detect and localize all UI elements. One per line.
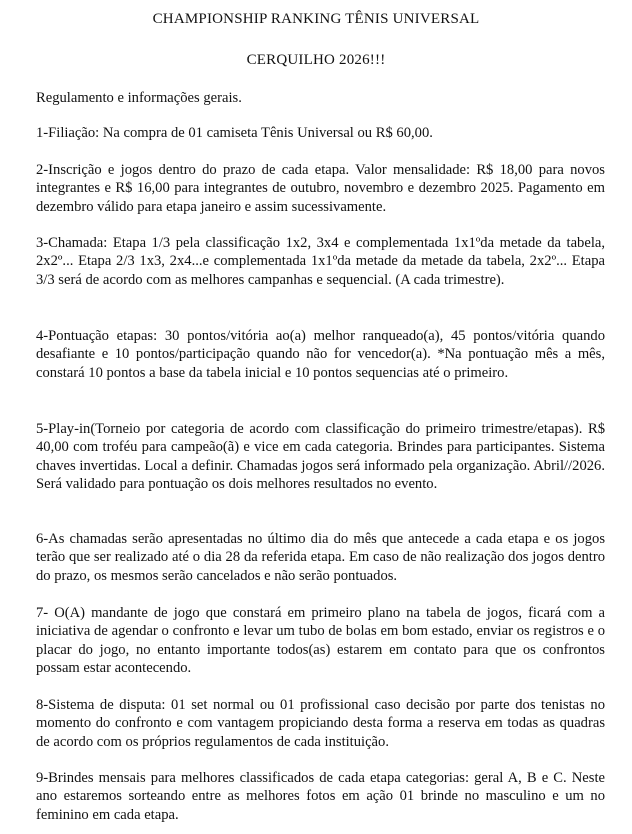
section-1-filiacao: 1-Filiação: Na compra de 01 camiseta Tênis Universal ou R$ 60,00.	[36, 125, 433, 141]
section-9-brindes: 9-Brindes mensais para melhores classificados de cada etapa categorias: geral A, B e C. Neste ano estaremos sorteando entre as melhores fotos em ação 01 brinde no masculino e um no feminino em cada etapa.	[36, 770, 605, 823]
section-8-sistema-disputa: 8-Sistema de disputa: 01 set normal ou 01 profissional caso decisão por parte dos tenistas no momento do confronto e com vantagem propiciando desta forma a reserva em todas as quadras de acordo com os próprios regulamentos de cada instituição.	[36, 697, 605, 750]
intro-heading: Regulamento e informações gerais.	[36, 90, 242, 106]
document-title: CHAMPIONSHIP RANKING TÊNIS UNIVERSAL	[152, 11, 480, 27]
section-5-play-in: 5-Play-in(Torneio por categoria de acordo com classificação do primeiro trimestre/etapas). R$ 40,00 com troféu para campeão(ã) e vice em cada categoria. Brindes para participantes. Sistema chaves invertidas. Local a definir. Chamadas jogos será informado pela organização. Abril//2026. Será validado para pontuação os dois melhores resultados no evento.	[36, 421, 605, 493]
section-2-inscricao: 2-Inscrição e jogos dentro do prazo de cada etapa. Valor mensalidade: R$ 18,00 para novos integrantes e R$ 16,00 para integrantes de outubro, novembro e dezembro 2025. Pagamento em dezembro válido para etapa janeiro e assim sucessivamente.	[36, 162, 605, 215]
section-6-chamadas: 6-As chamadas serão apresentadas no último dia do mês que antecede a cada etapa e os jogos terão que ser realizado até o dia 28 da referida etapa. Em caso de não realização dos jogos dentro do prazo, os mesmos serão cancelados e não serão pontuados.	[36, 531, 605, 584]
document-subtitle: CERQUILHO 2026!!!	[246, 52, 386, 68]
section-4-pontuacao: 4-Pontuação etapas: 30 pontos/vitória ao(a) melhor ranqueado(a), 45 pontos/vitória quando desafiante e 10 pontos/participação quando não for vencedor(a). *Na pontuação mês a mês, constará 10 pontos a base da tabela inicial e 10 pontos sequencias até o primeiro.	[36, 328, 605, 381]
section-7-mandante: 7- O(A) mandante de jogo que constará em primeiro plano na tabela de jogos, ficará com a iniciativa de agendar o confronto e levar um tubo de bolas em bom estado, enviar os registros e o placar do jogo, no entanto importante todos(as) estarem em contato para que os confrontos possam estar acontecendo.	[36, 605, 605, 677]
section-3-chamada: 3-Chamada: Etapa 1/3 pela classificação 1x2, 3x4 e complementada 1x1ºda metade da tabela, 2x2º... Etapa 2/3 1x3, 2x4...e complementada 1x1ºda metade da metade da tabela, 2x2º... Etapa 3/3 será de acordo com as melhores campanhas e sequencial. (A cada trimestre).	[36, 235, 605, 288]
